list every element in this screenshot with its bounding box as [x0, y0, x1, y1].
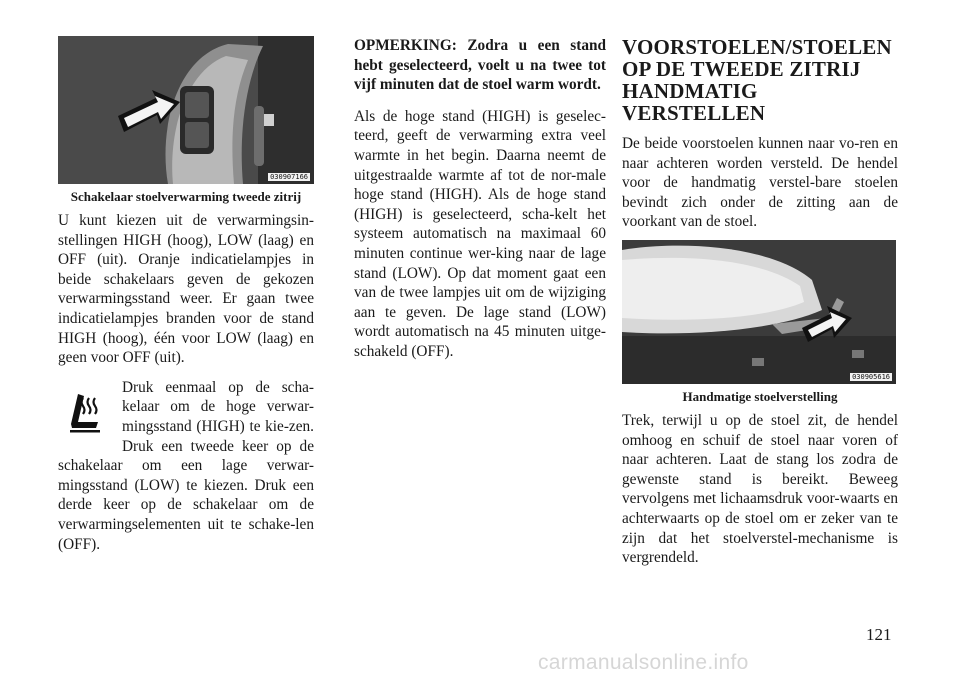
seat-adjust-photo — [622, 240, 896, 384]
page-number: 121 — [866, 625, 892, 644]
photo-code: 030907166 — [270, 173, 308, 181]
section-heading: VOORSTOELEN/STOELEN OP DE TWEEDE ZITRIJ HANDMATIG VERSTELLEN — [622, 35, 892, 125]
column-middle — [354, 36, 606, 362]
body-paragraph: Trek, terwijl u op de stoel zit, de hendel omhoog en schuif de stoel naar voren of naar achteren. Laat de stang los zodra de gewenste stand is bereikt. Beweeg vervolgens met lichaamsdruk voor-waarts en achterwaarts op de stoel om er zeker van te zijn dat het stoelverstel-mechanisme is vergrendeld. — [622, 411, 898, 567]
body-paragraph: U kunt kiezen uit de verwarmingsin-stellingen HIGH (hoog), LOW (laag) en OFF (uit). Oranje indicatielampjes in beide schakelaars geven de gekozen verwarmingsstand weer. Er gaan twee indicatielampjes branden voor de stand HIGH (hoog), één voor LOW (laag) en geen voor OFF (uit). — [58, 212, 314, 367]
seat-illustration — [622, 240, 896, 384]
column-right — [622, 36, 898, 568]
icon-paragraph — [58, 378, 314, 554]
photo-caption: Schakelaar stoelverwarming tweede zitrij — [70, 189, 302, 204]
body-paragraph: Druk eenmaal op de scha-kelaar om de hoge verwar-mingsstand (HIGH) te kie-zen. Druk een tweede keer op de schakelaar om een lage verwar-mingsstand (LOW) te kiezen. Druk een derde keer op de schakelaar om de verwarmingselementen uit te schake-len (OFF). — [58, 378, 314, 553]
photo-code: 030905616 — [852, 372, 890, 381]
body-paragraph: Als de hoge stand (HIGH) is geselec-teerd, geeft de verwarming extra veel warmte in het begin. Daarna neemt de uitgestraalde warmte af tot de nor-male hoge stand (HIGH). Als de hoge stand (HIGH) is geselecteerd, scha-kelt het systeem automatisch na maximaal 60 minuten continue wer-king naar de lage stand (LOW). Op dat moment gaat een van de twee lampjes uit om de wijziging aan te geven. De lage stand (LOW) wordt automatisch na 45 minuten uitge-schakeld (OFF). — [354, 107, 606, 360]
seat-heater-switch-photo — [58, 36, 314, 184]
body-paragraph: De beide voorstoelen kunnen naar vo-ren en naar achteren worden versteld. De hendel voor de handmatig verstel-bare stoelen bevindt zich onder de zitting aan de voorkant van de stoel. — [622, 135, 898, 231]
note-paragraph: OPMERKING: Zodra u een stand hebt geselecteerd, voelt u na twee tot vijf minuten dat de stoel warm wordt. — [354, 37, 606, 94]
photo-caption: Handmatige stoelverstelling — [682, 388, 838, 404]
column-left — [58, 36, 314, 554]
heated-seat-icon — [58, 382, 114, 440]
door-panel-illustration — [58, 36, 314, 184]
watermark: carmanualsonline.info — [538, 651, 749, 674]
